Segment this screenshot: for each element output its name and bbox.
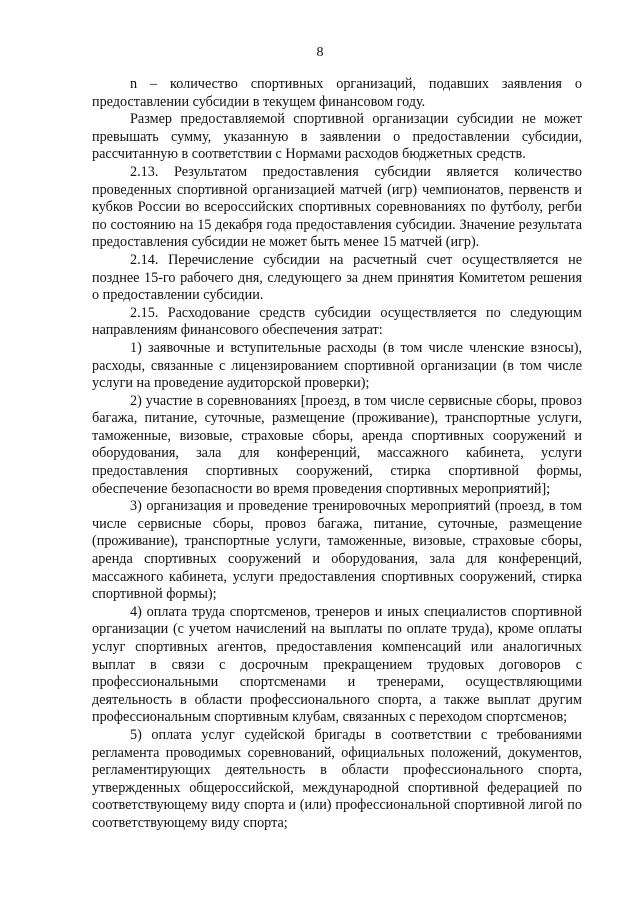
- paragraph-count-definition: n – количество спортивных организаций, подавших заявления о предоставлении субсидии в текущем финансовом году.: [92, 76, 582, 110]
- list-item-3: 3) организация и проведение тренировочных мероприятий (проезд, в том числе сервисные сборы, провоз багажа, питание, суточные, размещение (проживание), транспортные услуги, таможенные, визовые, страховые сборы, аренда спортивных сооружений и оборудования, зала для конференций, массажного кабинета, услуги предоставления спортивных сооружений, стирка спортивной формы);: [92, 498, 582, 603]
- page-number: 8: [316, 45, 324, 60]
- list-item-5: 5) оплата услуг судейской бригады в соответствии с требованиями регламента проводимых соревнований, официальных положений, документов, регламентирующих деятельность в области профессионального спорта, утвержденных общероссийской, международной спортивной федерацией по соответствующему виду спорта и (или) профессиональной спортивной лигой по соответствующему виду спорта;: [92, 726, 582, 831]
- list-item-1: 1) заявочные и вступительные расходы (в том числе членские взносы), расходы, связанные с лицензированием спортивной организации (в том числе услуги на проведение аудиторской проверки);: [92, 339, 582, 392]
- paragraph-2-15: 2.15. Расходование средств субсидии осуществляется по следующим направлениям финансового обеспечения затрат:: [92, 304, 582, 339]
- list-item-4: 4) оплата труда спортсменов, тренеров и иных специалистов спортивной организации (с учетом начислений на выплаты по оплате труда), кроме оплаты услуг спортивных агентов, предоставления компенсаций или аналогичных выплат в связи с досрочным прекращением трудовых договоров с профессиональными спортсменами и тренерами, осуществляющими деятельность в области профессионального спорта, а также выплат другим профессиональным спортивным клубам, связанных с переходом спортсменов;: [92, 603, 582, 726]
- list-item-2: 2) участие в соревнованиях [проезд, в том числе сервисные сборы, провоз багажа, питание, суточные, размещение (проживание), транспортные услуги, таможенные, визовые, страховые сборы, аренда спортивных сооружений и оборудования, зала для конференций, массажного кабинета, услуги предоставления спортивных сооружений, стирка спортивной формы, обеспечение безопасности во время проведения спортивных мероприятий];: [92, 392, 582, 497]
- paragraph-2-14: 2.14. Перечисление субсидии на расчетный счет осуществляется не позднее 15-го рабочего дня, следующего за днем принятия Комитетом решения о предоставлении субсидии.: [92, 251, 582, 304]
- paragraph-2-13: 2.13. Результатом предоставления субсидии является количество проведенных спортивной организацией матчей (игр) чемпионатов, первенств и кубков России во всероссийских спортивных соревнованиях по футболу, регби по состоянию на 15 декабря года предоставления субсидии. Значение результата предоставления субсидии не может быть менее 15 матчей (игр).: [92, 163, 582, 251]
- document-body: [92, 76, 582, 833]
- paragraph-subsidy-size: Размер предоставляемой спортивной организации субсидии не может превышать сумму, указанную в заявлении о предоставлении субсидии, рассчитанную в соответствии с Нормами расходов бюджетных средств.: [92, 111, 582, 163]
